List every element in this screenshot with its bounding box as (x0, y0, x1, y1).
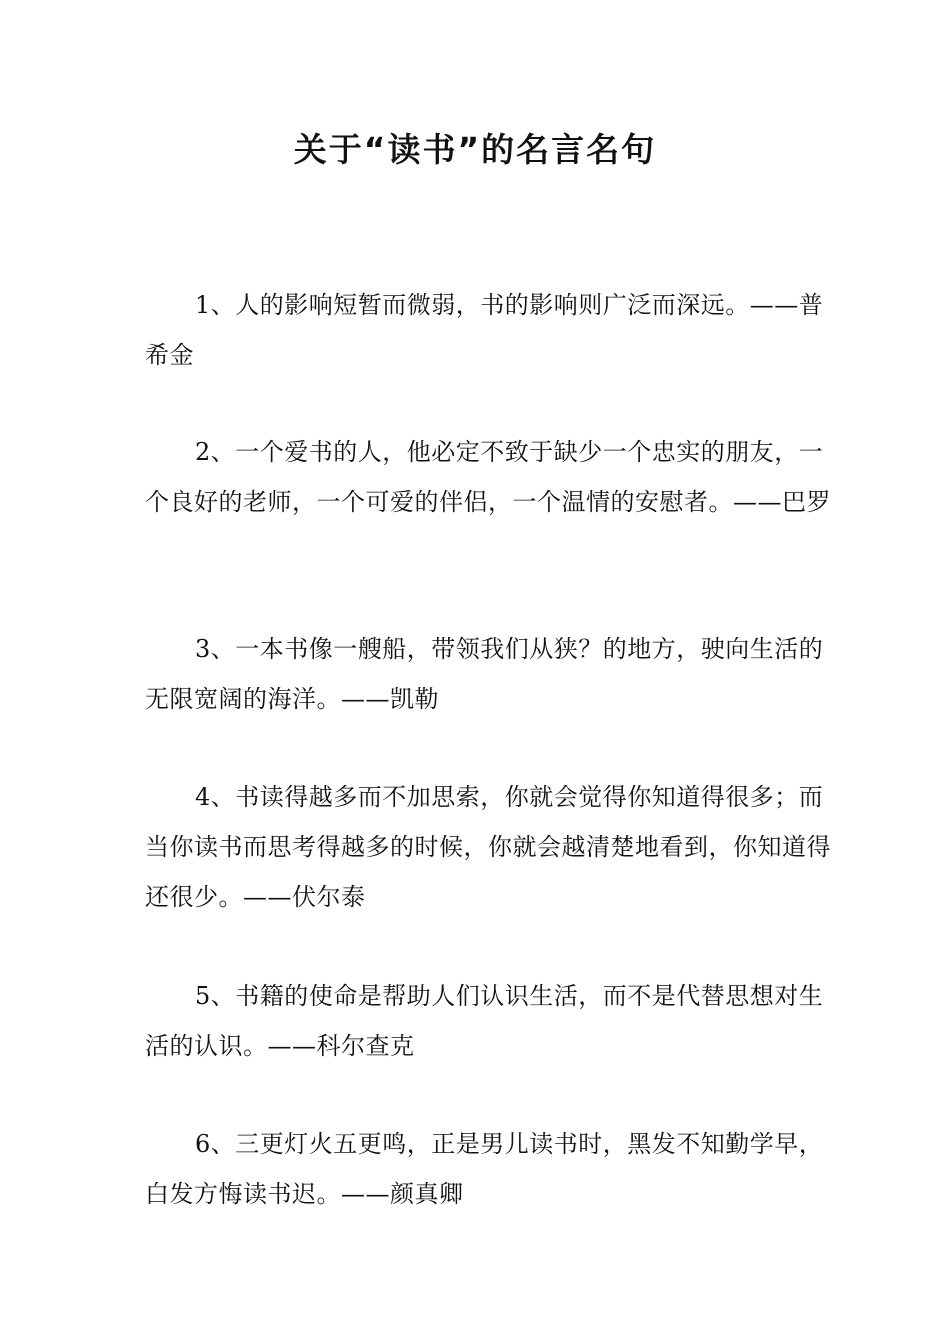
document-title: 关于“读书”的名言名句 (293, 130, 657, 169)
quote-paragraph: 2、一个爱书的人，他必定不致于缺少一个忠实的朋友，一个良好的老师，一个可爱的伴侣，一个温情的安慰者。——巴罗 (145, 438, 831, 516)
quote-paragraph: 3、一本书像一艘船，带领我们从狭？的地方，驶向生活的无限宽阔的海洋。——凯勒 (145, 635, 824, 713)
quote-paragraph: 5、书籍的使命是帮助人们认识生活，而不是代替思想对生活的认识。——科尔查克 (145, 982, 824, 1060)
quote-paragraph: 4、书读得越多而不加思索，你就会觉得你知道得很多；而当你读书而思考得越多的时候，你就会越清楚地看到，你知道得还很少。——伏尔泰 (145, 783, 831, 911)
quote-paragraph: 1、人的影响短暂而微弱，书的影响则广泛而深远。——普希金 (145, 291, 824, 369)
quote-paragraph: 6、三更灯火五更鸣，正是男儿读书时，黑发不知勤学早，白发方悔读书迟。——颜真卿 (145, 1130, 824, 1208)
